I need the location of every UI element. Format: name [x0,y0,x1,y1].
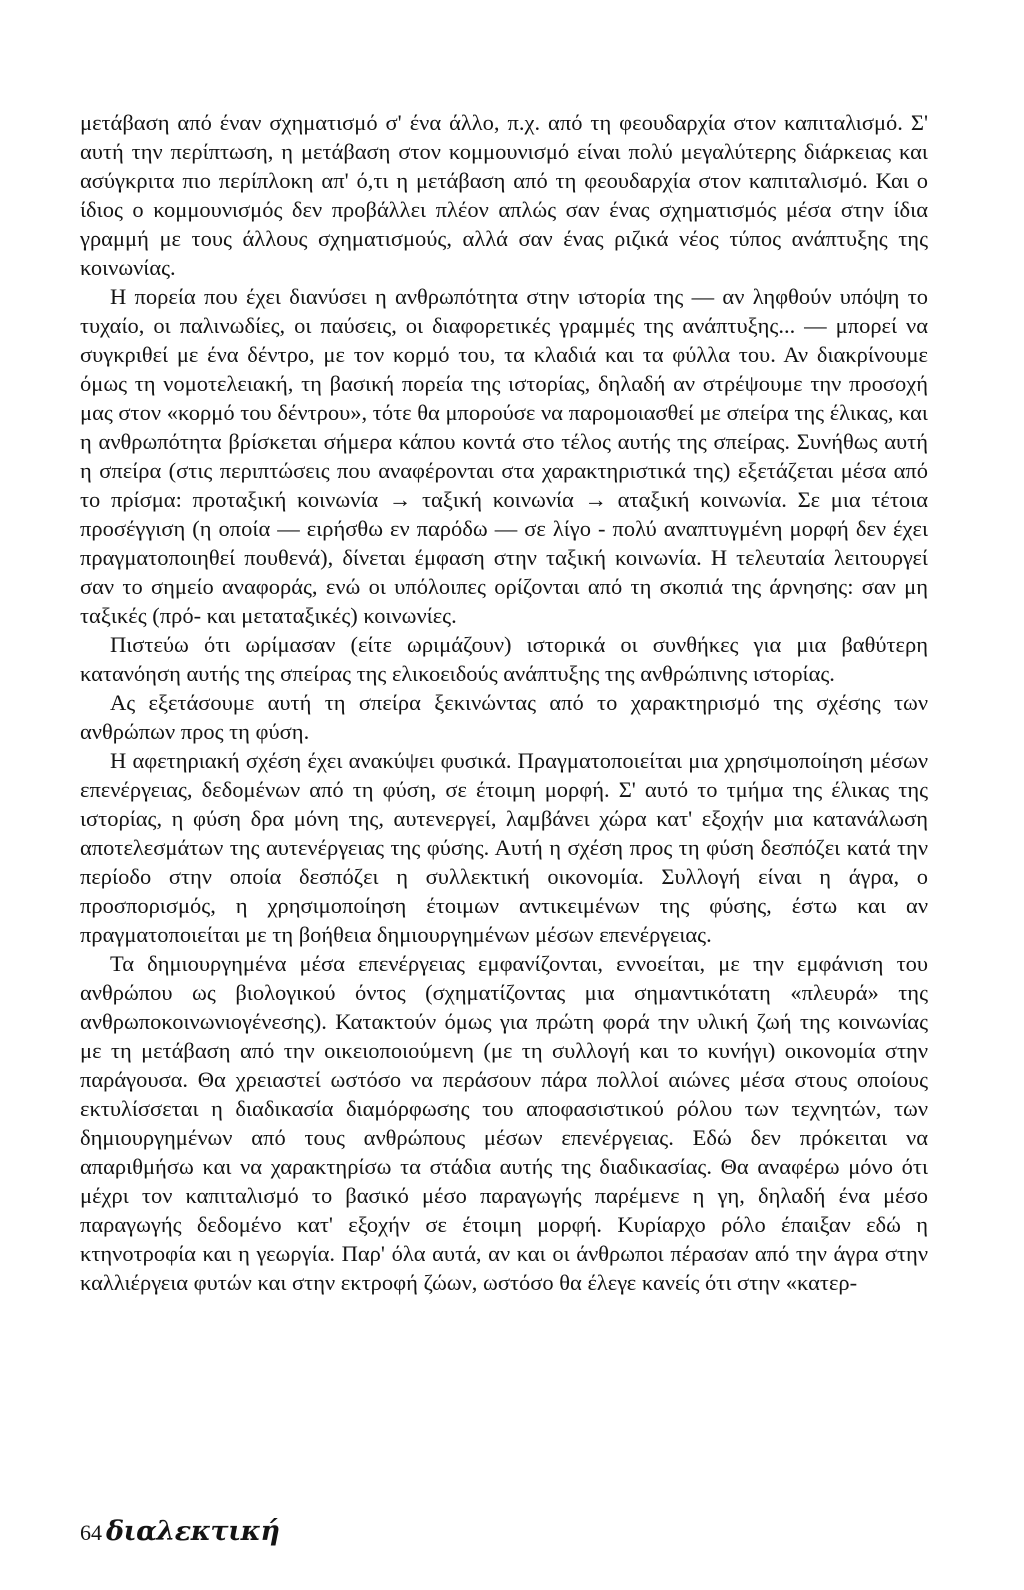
paragraph-6: Τα δημιουργημένα μέσα επενέργειας εμφανίζονται, εννοείται, με την εμφάνιση του ανθρώπου ως βιολογικού όντος (σχηματίζοντας μια σημαντικότατη «πλευρά» της ανθρωποκοινωνιογένεσης). Κατακτούν όμως για πρώτη φορά την υλική ζωή της κοινωνίας με τη μετάβαση από την οικειοποιούμενη (με τη συλλογή και το κυνήγι) οικονομία στην παράγουσα. Θα χρειαστεί ωστόσο να περάσουν πάρα πολλοί αιώνες μέσα στους οποίους εκτυλίσσεται η διαδικασία διαμόρφωσης του αποφασιστικού ρόλου των τεχνητών, των δημιουργημένων από τους ανθρώπους μέσων επενέργειας. Εδώ δεν πρόκειται να απαριθμήσω και να χαρακτηρίσω τα στάδια αυτής της διαδικασίας. Θα αναφέρω μόνο ότι μέχρι τον καπιταλισμό το βασικό μέσο παραγωγής παρέμενε η γη, δηλαδή ένα μέσο παραγωγής δεδομένο κατ' εξοχήν σε έτοιμη μορφή. Κυρίαρχο ρόλο έπαιξαν εδώ η κτηνοτροφία και η γεωργία. Παρ' όλα αυτά, αν και οι άνθρωποι πέρασαν από την άγρα στην καλλιέργεια φυτών και στην εκτροφή ζώων, ωστόσο θα έλεγε κανείς ότι στην «κατερ- [80,951,928,1295]
page-footer [80,1516,280,1547]
paragraph-5: Η αφετηριακή σχέση έχει ανακύψει φυσικά. Πραγματοποιείται μια χρησιμοποίηση μέσων επενέργειας, δεδομένων από τη φύση, σε έτοιμη μορφή. Σ' αυτό το τμήμα της έλικας της ιστορίας, η φύση δρα μόνη της, αυτενεργεί, λαμβάνει χώρα κατ' εξοχήν μια κατανάλωση αποτελεσμάτων της αυτενέργειας της φύσης. Αυτή η σχέση προς τη φύση δεσπόζει κατά την περίοδο στην οποία δεσπόζει η συλλεκτική οικονομία. Συλλογή είναι η άγρα, ο προσπορισμός, η χρησιμοποίηση έτοιμων αντικειμένων της φύσης, έστω και αν πραγματοποιείται με τη βοήθεια δημιουργημένων μέσων επενέργειας. [80,748,928,947]
page-body [80,108,928,1297]
paragraph-3: Πιστεύω ότι ωρίμασαν (είτε ωριμάζουν) ιστορικά οι συνθήκες για μια βαθύτερη κατανόηση αυτής της σπείρας της ελικοειδούς ανάπτυξης της ανθρώπινης ιστορίας. [80,632,928,686]
paragraph-2: Η πορεία που έχει διανύσει η ανθρωπότητα στην ιστορία της — αν ληφθούν υπόψη το τυχαίο, οι παλινωδίες, οι παύσεις, οι διαφορετικές γραμμές της ανάπτυξης... — μπορεί να συγκριθεί με ένα δέντρο, με τον κορμό του, τα κλαδιά και τα φύλλα του. Αν διακρίνουμε όμως τη νομοτελειακή, τη βασική πορεία της ιστορίας, δηλαδή αν στρέψουμε την προσοχή μας στον «κορμό του δέντρου», τότε θα μπορούσε να παρομοιασθεί με σπείρα της έλικας, και η ανθρωπότητα βρίσκεται σήμερα κάπου κοντά στο τέλος αυτής της σπείρας. Συνήθως αυτή η σπείρα (στις περιπτώσεις που αναφέρονται στα χαρακτηριστικά της) εξετάζεται μέσα από το πρίσμα: προταξική κοινωνία → ταξική κοινωνία → αταξική κοινωνία. Σε μια τέτοια προσέγγιση (η οποία — ειρήσθω εν παρόδω — σε λίγο - πολύ αναπτυγμένη μορφή δεν έχει πραγματοποιηθεί πουθενά), δίνεται έμφαση στην ταξική κοινωνία. Η τελευταία λειτουργεί σαν το σημείο αναφοράς, ενώ οι υπόλοιπες ορίζονται από τη σκοπιά της άρνησης: σαν μη ταξικές (πρό- και μεταταξικές) κοινωνίες. [80,284,928,628]
paragraph-4: Ας εξετάσουμε αυτή τη σπείρα ξεκινώντας από το χαρακτηρισμό της σχέσης των ανθρώπων προς τη φύση. [80,690,928,744]
page-number: 64 [80,1520,102,1545]
journal-logo: διαλεκτική [106,1516,280,1547]
paragraph-1: μετάβαση από έναν σχηματισμό σ' ένα άλλο, π.χ. από τη φεουδαρχία στον καπιταλισμό. Σ' αυτή την περίπτωση, η μετάβαση στον κομμουνισμό είναι πολύ μεγαλύτερης διάρκειας και ασύγκριτα πιο περίπλοκη απ' ό,τι η μετάβαση από τη φεουδαρχία στον καπιταλισμό. Και ο ίδιος ο κομμουνισμός δεν προβάλλει πλέον απλώς σαν ένας σχηματισμός μέσα στην ίδια γραμμή με τους άλλους σχηματισμούς, αλλά σαν ένας ριζικά νέος τύπος ανάπτυξης της κοινωνίας. [80,110,928,280]
